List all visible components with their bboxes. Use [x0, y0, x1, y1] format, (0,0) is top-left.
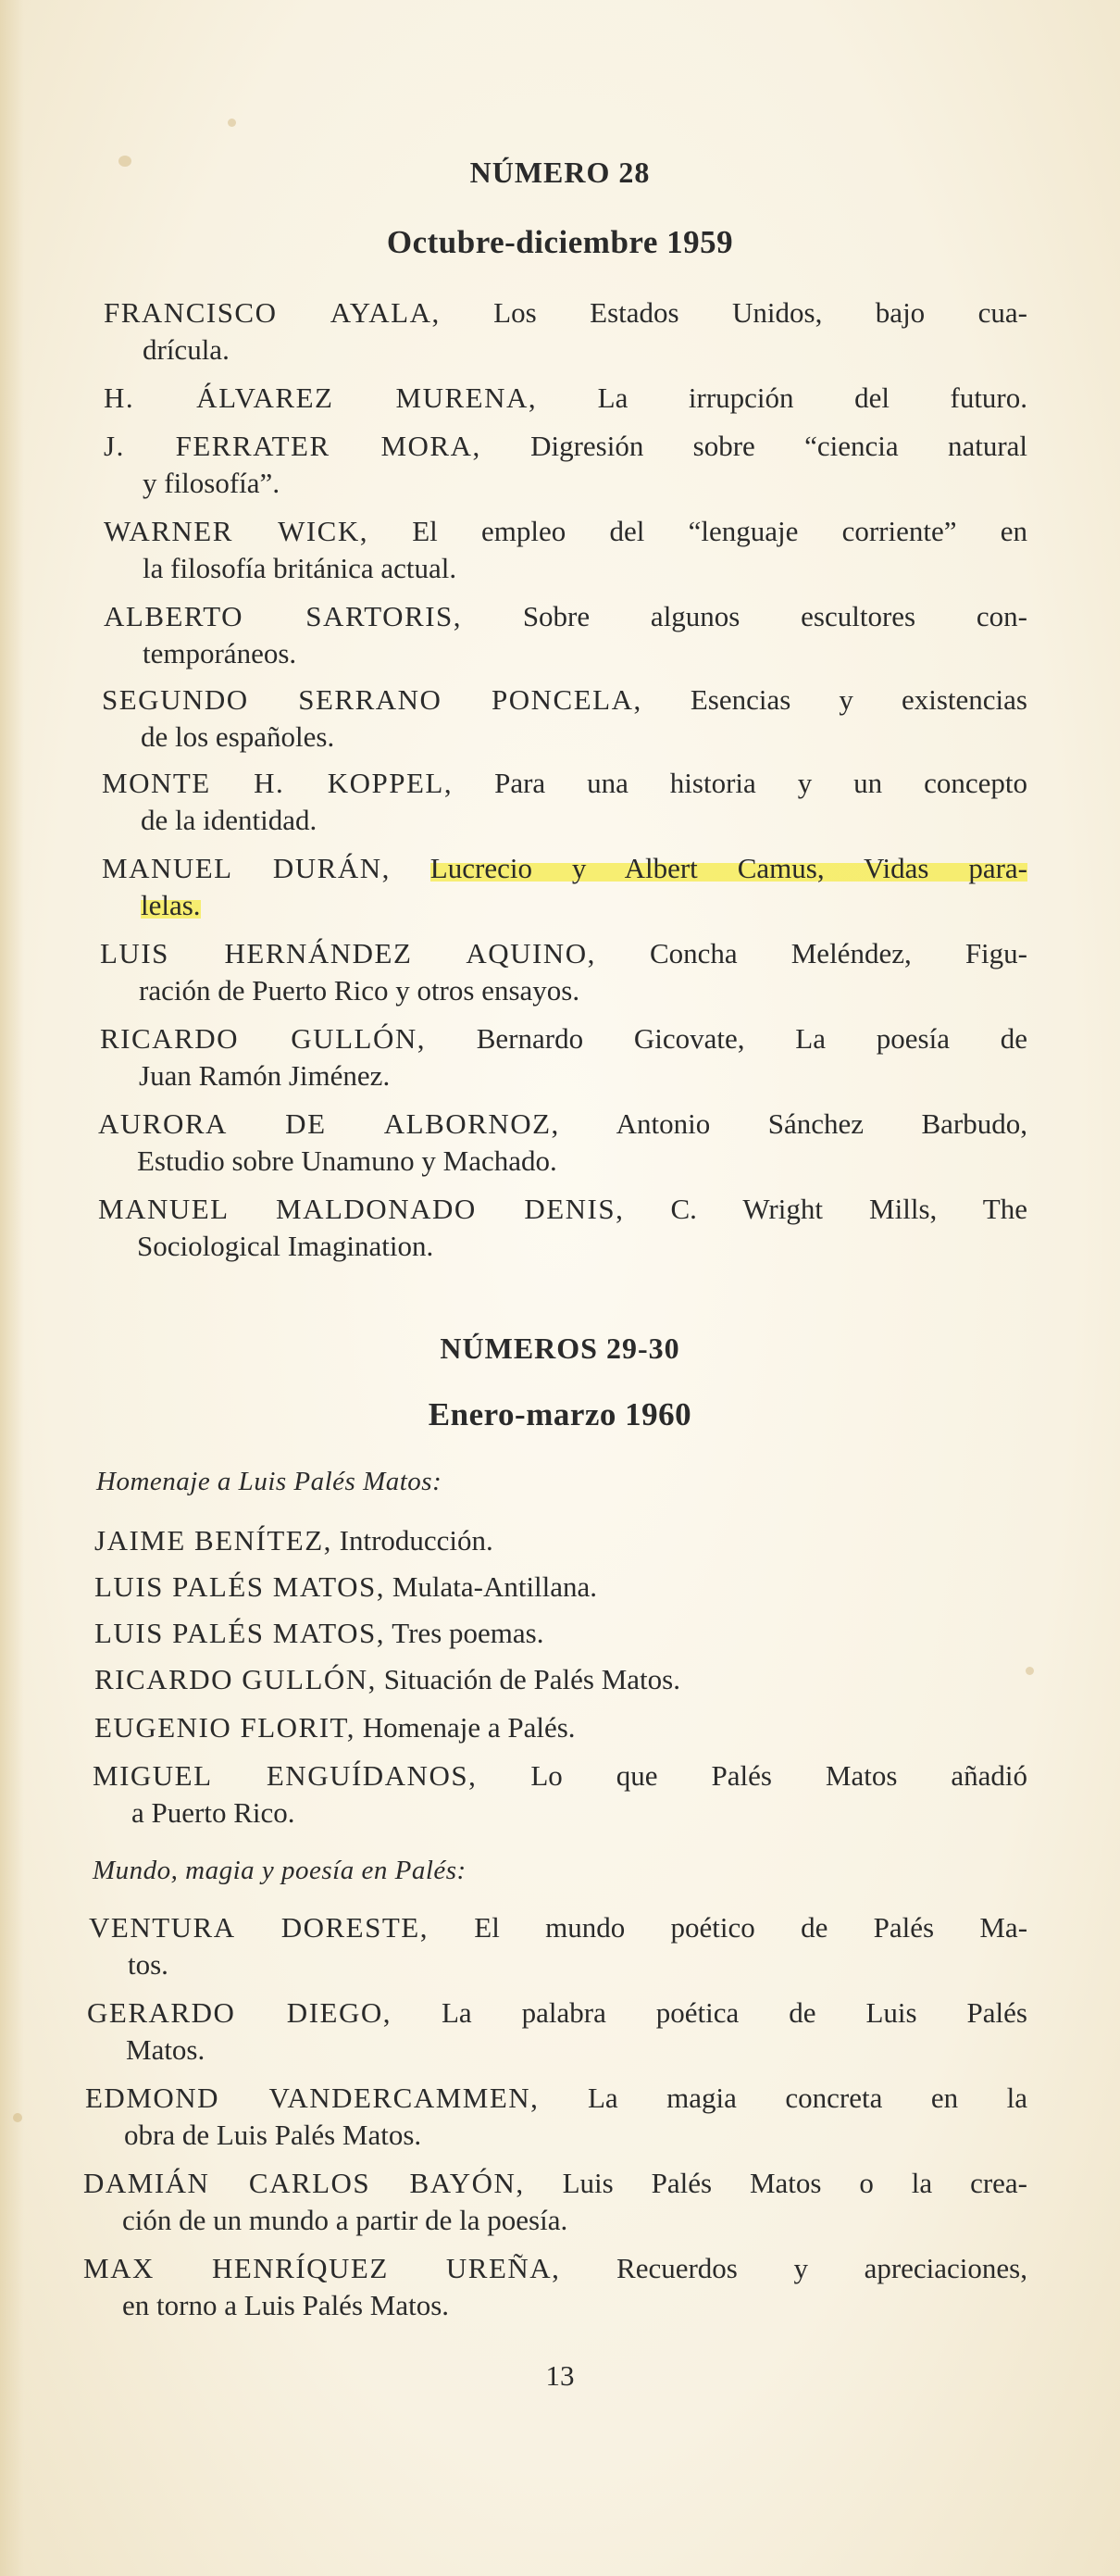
toc-entry: [102, 850, 1027, 924]
toc-entry: [100, 1020, 1027, 1094]
entry-continuation: Estudio sobre Unamuno y Machado.: [137, 1144, 557, 1177]
entry-author: MANUEL MALDONADO DENIS,: [98, 1193, 625, 1225]
entry-title: Esencias y existencias: [690, 683, 1027, 716]
entry-author: LUIS PALÉS MATOS,: [94, 1570, 386, 1603]
entry-continuation: Matos.: [126, 2033, 205, 2066]
entry-title: Tres poemas.: [392, 1617, 544, 1649]
entry-author: J. FERRATER MORA,: [104, 430, 481, 462]
entry-author: MANUEL DURÁN,: [102, 852, 391, 884]
issue-date-heading: Octubre-diciembre 1959: [386, 224, 734, 260]
entry-title: Situación de Palés Matos.: [383, 1663, 680, 1695]
entry-title: Para una historia y un concepto: [494, 767, 1028, 799]
issue-number-heading: NÚMEROS 29-30: [440, 1332, 680, 1365]
entry-author: EDMOND VANDERCAMMEN,: [85, 2082, 540, 2114]
entry-title: La irrupción del futuro.: [597, 381, 1028, 414]
entry-author: LUIS PALÉS MATOS,: [94, 1617, 386, 1649]
issue-number-heading: NÚMERO 28: [469, 156, 651, 189]
toc-entry: [104, 380, 1027, 417]
entry-title: El empleo del “lenguaje corriente” en: [412, 515, 1027, 547]
toc-entry: [94, 1522, 1027, 1559]
toc-entry: [83, 2250, 1027, 2324]
paper-stain: [228, 119, 236, 127]
entry-continuation: Juan Ramón Jiménez.: [139, 1059, 391, 1092]
toc-entry: [98, 1106, 1027, 1180]
entry-author: JAIME BENÍTEZ,: [94, 1524, 332, 1557]
entry-continuation: obra de Luis Palés Matos.: [124, 2119, 422, 2151]
entry-author: DAMIÁN CARLOS BAYÓN,: [83, 2167, 525, 2199]
page-edge-shadow: [0, 0, 24, 2576]
entry-continuation: y filosofía”.: [143, 467, 280, 499]
toc-entry: [104, 513, 1027, 587]
highlighted-entry-title: Lucrecio y Albert Camus, Vidas para-: [429, 852, 1027, 884]
toc-entry: [94, 1615, 1027, 1652]
toc-entry: [102, 682, 1027, 756]
entry-continuation: drícula.: [143, 333, 230, 366]
entry-title: Sobre algunos escultores con-: [522, 600, 1027, 632]
section-label-homenaje: Homenaje a Luis Palés Matos:: [96, 1467, 442, 1496]
entry-author: MIGUEL ENGUÍDANOS,: [93, 1759, 478, 1792]
toc-entry: [104, 598, 1027, 672]
entry-title: Recuerdos y apreciaciones,: [616, 2252, 1027, 2284]
entry-title: La magia concreta en la: [587, 2082, 1028, 2114]
entry-continuation: a Puerto Rico.: [131, 1796, 295, 1829]
toc-entry: [94, 1569, 1027, 1606]
entry-author: MAX HENRÍQUEZ UREÑA,: [83, 2252, 561, 2284]
entry-author: H. ÁLVAREZ MURENA,: [104, 381, 538, 414]
highlighted-entry-continuation: lelas.: [141, 889, 201, 921]
entry-author: GERARDO DIEGO,: [87, 1996, 392, 2029]
entry-title: El mundo poético de Palés Ma-: [474, 1911, 1028, 1944]
entry-author: VENTURA DORESTE,: [89, 1911, 429, 1944]
entry-continuation: ración de Puerto Rico y otros ensayos.: [139, 974, 580, 1007]
entry-author: SEGUNDO SERRANO PONCELA,: [102, 683, 642, 716]
toc-entry: [104, 294, 1027, 369]
toc-entry: [85, 2080, 1027, 2154]
toc-entry: [102, 765, 1027, 839]
toc-entry: [94, 1709, 1027, 1746]
toc-entry: [93, 1757, 1027, 1832]
entry-author: FRANCISCO AYALA,: [104, 296, 441, 329]
entry-title: Lo que Palés Matos añadió: [530, 1759, 1028, 1792]
entry-author: ALBERTO SARTORIS,: [104, 600, 463, 632]
entry-continuation: ción de un mundo a partir de la poesía.: [122, 2204, 568, 2236]
toc-entry: [104, 428, 1027, 502]
entry-title: Digresión sobre “ciencia natural: [530, 430, 1028, 462]
toc-entry: [100, 935, 1027, 1009]
entry-title: Introducción.: [339, 1524, 493, 1557]
entry-title: La palabra poética de Luis Palés: [441, 1996, 1027, 2029]
entry-continuation: de la identidad.: [141, 804, 317, 836]
entry-title: Homenaje a Palés.: [362, 1711, 576, 1744]
toc-entry: [98, 1191, 1027, 1265]
entry-continuation: la filosofía británica actual.: [143, 552, 457, 584]
entry-continuation: en torno a Luis Palés Matos.: [122, 2289, 450, 2321]
entry-continuation: tos.: [128, 1948, 168, 1981]
issue-date-heading: Enero-marzo 1960: [428, 1396, 692, 1432]
entry-title: Antonio Sánchez Barbudo,: [616, 1107, 1027, 1140]
entry-title: Los Estados Unidos, bajo cua-: [493, 296, 1027, 329]
entry-title: Luis Palés Matos o la crea-: [562, 2167, 1027, 2199]
entry-author: AURORA DE ALBORNOZ,: [98, 1107, 560, 1140]
section-label-mundo: Mundo, magia y poesía en Palés:: [93, 1856, 467, 1885]
toc-entry: [87, 1995, 1027, 2069]
entry-author: RICARDO GULLÓN,: [100, 1022, 426, 1055]
entry-author: LUIS HERNÁNDEZ AQUINO,: [100, 937, 596, 969]
entry-continuation: de los españoles.: [141, 720, 335, 753]
entry-author: EUGENIO FLORIT,: [94, 1711, 355, 1744]
paper-stain: [13, 2113, 22, 2122]
entry-title: Mulata-Antillana.: [392, 1570, 598, 1603]
toc-entry: [89, 1909, 1027, 1983]
entry-title: Bernardo Gicovate, La poesía de: [476, 1022, 1027, 1055]
toc-entry: [83, 2165, 1027, 2239]
entry-author: WARNER WICK,: [104, 515, 368, 547]
entry-continuation: Sociological Imagination.: [137, 1230, 434, 1262]
toc-entry: [94, 1661, 1027, 1698]
entry-continuation: temporáneos.: [143, 637, 297, 669]
entry-title: C. Wright Mills, The: [670, 1193, 1027, 1225]
entry-author: RICARDO GULLÓN,: [94, 1663, 377, 1695]
entry-title: Concha Meléndez, Figu-: [649, 937, 1027, 969]
page-number: 13: [545, 2359, 575, 2392]
entry-author: MONTE H. KOPPEL,: [102, 767, 454, 799]
